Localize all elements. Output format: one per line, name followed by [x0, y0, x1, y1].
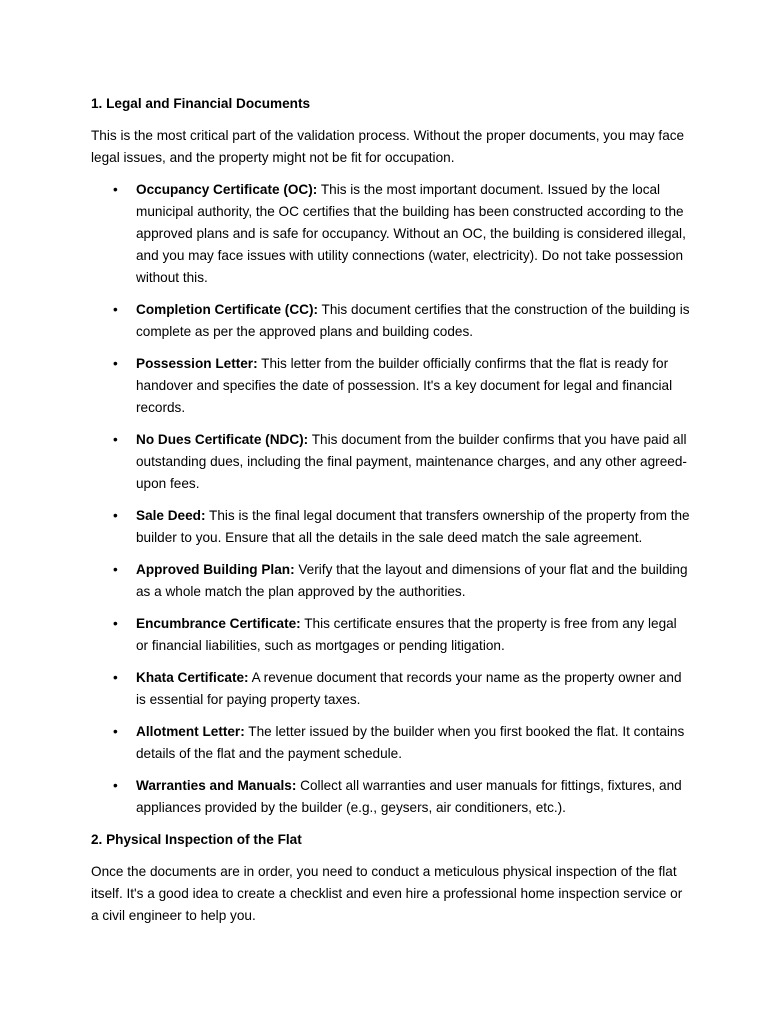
item-term: Occupancy Certificate (OC): [136, 182, 318, 197]
bullet-icon: • [113, 302, 118, 317]
list-item [91, 353, 691, 419]
list-item [91, 721, 691, 765]
item-text: This is the most important document. Issued by the local municipal authority, the OC certifies that the building has been constructed according to the approved plans and is safe for occupancy. Without an OC, the building is considered illegal, and you may face issues with utility connections (water, electricity). Do not take possession without this. [136, 182, 686, 285]
list-item [91, 505, 691, 549]
item-term: Completion Certificate (CC): [136, 302, 319, 317]
item-text: This letter from the builder officially confirms that the flat is ready for handover and specifies the date of possession. It's a key document for legal and financial records. [136, 356, 673, 415]
item-term: Khata Certificate: [136, 670, 249, 685]
list-item [91, 667, 691, 711]
list-item [91, 179, 691, 289]
item-term: Warranties and Manuals: [136, 778, 297, 793]
bullet-icon: • [113, 562, 118, 577]
document-page [91, 93, 691, 937]
bullet-icon: • [113, 508, 118, 523]
list-item [91, 613, 691, 657]
list-item [91, 559, 691, 603]
item-term: Allotment Letter: [136, 724, 245, 739]
item-text: This document from the builder confirms that you have paid all outstanding dues, including the final payment, maintenance charges, and any other agreed-upon fees. [136, 432, 687, 491]
item-term: Approved Building Plan: [136, 562, 295, 577]
bullet-icon: • [113, 670, 118, 685]
item-text: This certificate ensures that the property is free from any legal or financial liabilities, such as mortgages or pending litigation. [136, 616, 677, 653]
document-list [91, 179, 691, 819]
item-term: No Dues Certificate (NDC): [136, 432, 309, 447]
bullet-icon: • [113, 432, 118, 447]
section-2-intro: Once the documents are in order, you need to conduct a meticulous physical inspection of the flat itself. It's a good idea to create a checklist and even hire a professional home inspection service or a civil engineer to help you. [91, 864, 683, 923]
list-item [91, 299, 691, 343]
bullet-icon: • [113, 356, 118, 371]
list-item [91, 429, 691, 495]
bullet-icon: • [113, 778, 118, 793]
item-text: Collect all warranties and user manuals for fittings, fixtures, and appliances provided by the builder (e.g., geysers, air conditioners, etc.). [136, 778, 682, 815]
bullet-icon: • [113, 182, 118, 197]
bullet-icon: • [113, 616, 118, 631]
item-text: This is the final legal document that transfers ownership of the property from the builder to you. Ensure that all the details in the sale deed match the sale agreement. [136, 508, 690, 545]
item-text: A revenue document that records your name as the property owner and is essential for paying property taxes. [136, 670, 682, 707]
item-text: This document certifies that the construction of the building is complete as per the approved plans and building codes. [136, 302, 690, 339]
item-term: Encumbrance Certificate: [136, 616, 301, 631]
section-1-intro: This is the most critical part of the validation process. Without the proper documents, you may face legal issues, and the property might not be fit for occupation. [91, 128, 685, 165]
section-2-heading: 2. Physical Inspection of the Flat [91, 832, 302, 847]
item-text: Verify that the layout and dimensions of your flat and the building as a whole match the plan approved by the authorities. [136, 562, 688, 599]
bullet-icon: • [113, 724, 118, 739]
item-term: Sale Deed: [136, 508, 206, 523]
item-text: The letter issued by the builder when you first booked the flat. It contains details of the flat and the payment schedule. [136, 724, 685, 761]
list-item [91, 775, 691, 819]
item-term: Possession Letter: [136, 356, 258, 371]
section-1-heading: 1. Legal and Financial Documents [91, 96, 311, 111]
